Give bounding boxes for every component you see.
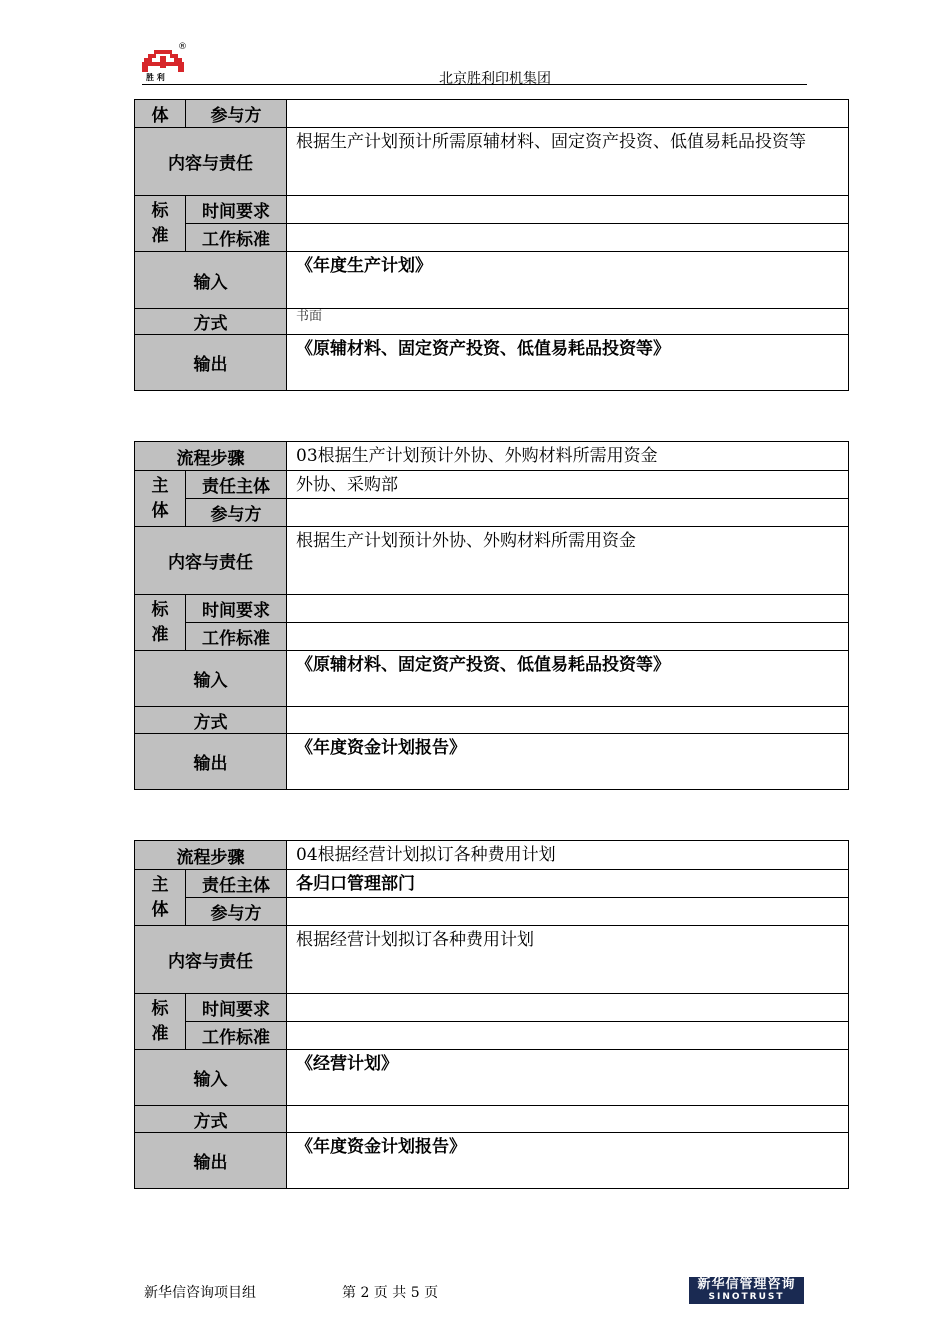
- subject-label-tail: 体: [135, 100, 186, 128]
- content-value: 根据生产计划预计所需原辅材料、固定资产投资、低值易耗品投资等: [287, 128, 849, 196]
- participant-label: 参与方: [186, 898, 287, 926]
- footer-project-group: 新华信咨询项目组: [144, 1285, 256, 1301]
- work-standard-label: 工作标准: [186, 623, 287, 651]
- input-label: 输入: [135, 252, 287, 309]
- output-value: 《年度资金计划报告》: [287, 1133, 849, 1189]
- input-label: 输入: [135, 1050, 287, 1106]
- method-value: 书面: [287, 309, 849, 335]
- standard-label-text: 标准: [151, 200, 169, 246]
- subject-label: [135, 870, 186, 926]
- content-label: 内容与责任: [135, 527, 287, 595]
- standard-label-text: 标准: [151, 599, 169, 645]
- work-standard-value: [287, 1022, 849, 1050]
- time-value: [287, 196, 849, 224]
- subject-label: [135, 471, 186, 527]
- method-label: 方式: [135, 309, 287, 335]
- content-label: 内容与责任: [135, 128, 287, 196]
- work-standard-value: [287, 623, 849, 651]
- owner-value: 各归口管理部门: [287, 870, 849, 898]
- standard-label: [135, 595, 186, 651]
- method-value: [287, 1106, 849, 1133]
- content-label: 内容与责任: [135, 926, 287, 994]
- participant-value: [287, 898, 849, 926]
- standard-label: [135, 196, 186, 252]
- footer-consulting-logo: [689, 1277, 804, 1304]
- participant-label: 参与方: [186, 100, 287, 128]
- company-logo: [142, 44, 188, 84]
- work-standard-value: [287, 224, 849, 252]
- registered-mark: ®: [178, 42, 187, 52]
- step-value: 04根据经营计划拟订各种费用计划: [287, 841, 849, 870]
- input-value: 《经营计划》: [287, 1050, 849, 1106]
- work-standard-label: 工作标准: [186, 224, 287, 252]
- content-value: 根据生产计划预计外协、外购材料所需用资金: [287, 527, 849, 595]
- footer-logo-cn: 新华信管理咨询: [697, 1277, 796, 1292]
- output-label: 输出: [135, 335, 287, 391]
- output-label: 输出: [135, 734, 287, 790]
- method-label: 方式: [135, 707, 287, 734]
- output-value: 《年度资金计划报告》: [287, 734, 849, 790]
- header-divider: [142, 84, 807, 85]
- footer-logo-en: SINOTRUST: [708, 1292, 785, 1302]
- participant-value: [287, 499, 849, 527]
- input-value: 《年度生产计划》: [287, 252, 849, 309]
- time-label: 时间要求: [186, 595, 287, 623]
- input-label: 输入: [135, 651, 287, 707]
- owner-label: 责任主体: [186, 471, 287, 499]
- time-label: 时间要求: [186, 994, 287, 1022]
- step-label: 流程步骤: [135, 442, 287, 471]
- time-value: [287, 994, 849, 1022]
- method-value: [287, 707, 849, 734]
- input-value: 《原辅材料、固定资产投资、低值易耗品投资等》: [287, 651, 849, 707]
- process-table-2: [134, 441, 849, 790]
- owner-label: 责任主体: [186, 870, 287, 898]
- process-table-3: [134, 840, 849, 1189]
- step-value: 03根据生产计划预计外协、外购材料所需用资金: [287, 442, 849, 471]
- standard-label: [135, 994, 186, 1050]
- content-value: 根据经营计划拟订各种费用计划: [287, 926, 849, 994]
- method-label: 方式: [135, 1106, 287, 1133]
- subject-label-text: 主体: [151, 874, 169, 920]
- time-value: [287, 595, 849, 623]
- logo-text: 胜 利: [146, 73, 165, 82]
- time-label: 时间要求: [186, 196, 287, 224]
- output-label: 输出: [135, 1133, 287, 1189]
- process-table-1: [134, 99, 849, 391]
- output-value: 《原辅材料、固定资产投资、低值易耗品投资等》: [287, 335, 849, 391]
- subject-label-text: 主体: [151, 475, 169, 521]
- step-label: 流程步骤: [135, 841, 287, 870]
- standard-label-text: 标准: [151, 998, 169, 1044]
- participant-value: [287, 100, 849, 128]
- header-title: 北京胜利印机集团: [439, 71, 551, 87]
- participant-label: 参与方: [186, 499, 287, 527]
- footer-page-number: 第 2 页 共 5 页: [342, 1285, 439, 1301]
- owner-value: 外协、采购部: [287, 471, 849, 499]
- work-standard-label: 工作标准: [186, 1022, 287, 1050]
